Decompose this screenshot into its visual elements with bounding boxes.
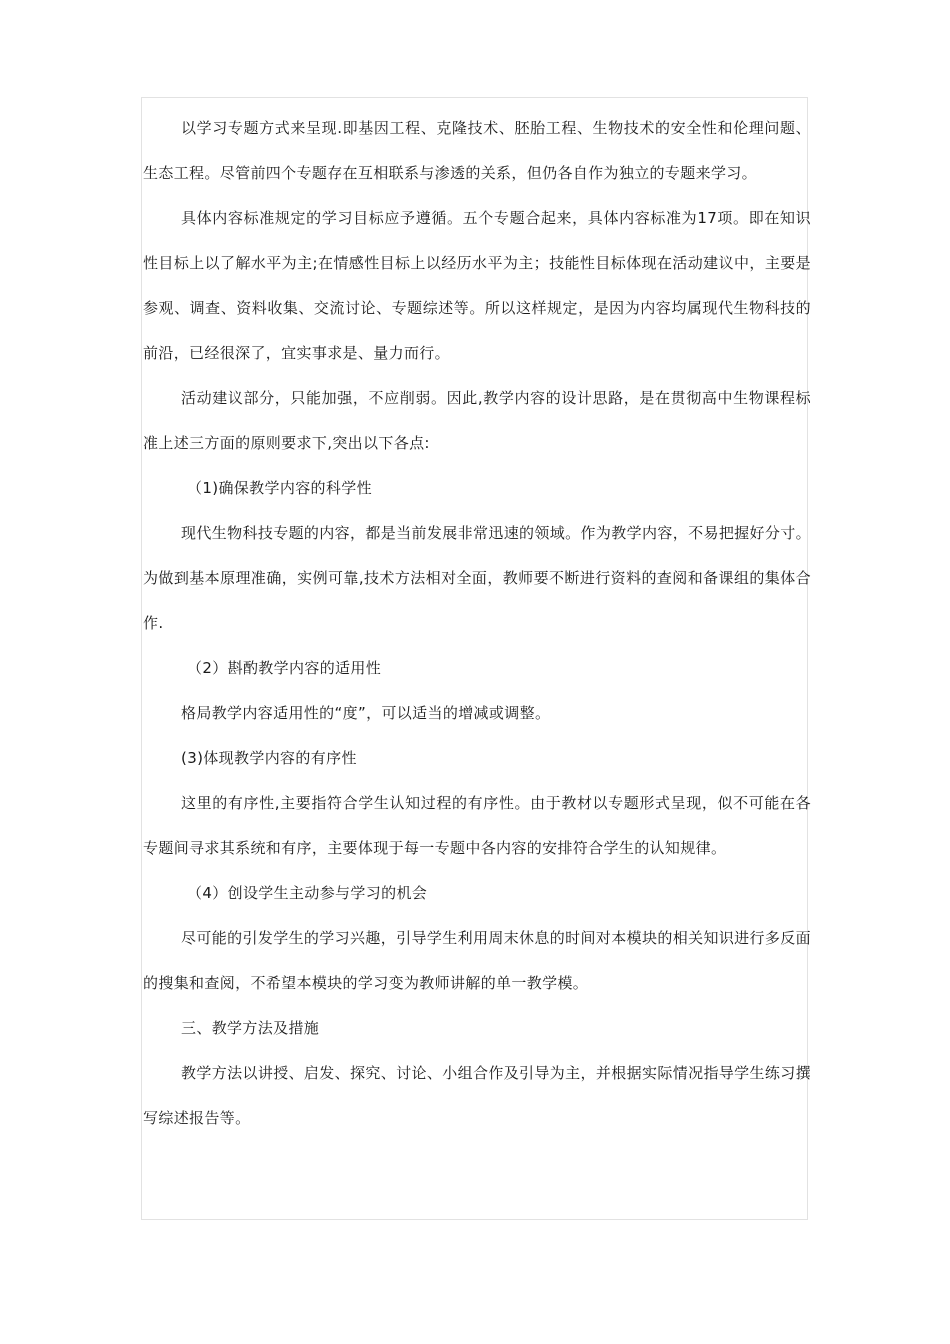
paragraph-scientific: 现代生物科技专题的内容，都是当前发展非常迅速的领域。作为教学内容，不易把握好分寸。为做到基本原理准确，实例可靠,技术方法相对全面，教师要不断进行资料的查阅和备课组的集体合作. bbox=[143, 524, 811, 632]
paragraph-applicability: 格局教学内容适用性的“度”，可以适当的增减或调整。 bbox=[181, 704, 551, 722]
paragraph-special-topics: 以学习专题方式来呈现.即基因工程、克隆技术、胚胎工程、生物技术的安全性和伦理问题、生态工程。尽管前四个专题存在互相联系与渗透的关系，但仍各自作为独立的专题来学习。 bbox=[143, 119, 811, 182]
paragraph-methods: 教学方法以讲授、启发、探究、讨论、小组合作及引导为主，并根据实际情况指导学生练习撰写综述报告等。 bbox=[143, 1064, 811, 1127]
paragraph-participation: 尽可能的引发学生的学习兴趣，引导学生利用周末休息的时间对本模块的相关知识进行多反面的搜集和查阅，不希望本模块的学习变为教师讲解的单一教学模。 bbox=[143, 929, 811, 992]
section-heading-methods: 三、教学方法及措施 bbox=[181, 1019, 320, 1037]
subheading-orderliness: (3)体现教学内容的有序性 bbox=[181, 749, 357, 767]
subheading-applicability: （2）斟酌教学内容的适用性 bbox=[187, 659, 382, 677]
paragraph-content-standards: 具体内容标准规定的学习目标应予遵循。五个专题合起来，具体内容标准为17项。即在知识性目标上以了解水平为主;在情感性目标上以经历水平为主；技能性目标体现在活动建议中，主要是参观、调查、资料收集、交流讨论、专题综述等。所以这样规定，是因为内容均属现代生物科技的前沿，已经很深了，宜实事求是、量力而行。 bbox=[143, 209, 811, 362]
paragraph-orderliness: 这里的有序性,主要指符合学生认知过程的有序性。由于教材以专题形式呈现，似不可能在各专题间寻求其系统和有序，主要体现于每一专题中各内容的安排符合学生的认知规律。 bbox=[143, 794, 811, 857]
subheading-participation: （4）创设学生主动参与学习的机会 bbox=[187, 884, 428, 902]
document-body bbox=[143, 106, 811, 1141]
paragraph-activity-suggestions: 活动建议部分，只能加强，不应削弱。因此,教学内容的设计思路，是在贯彻高中生物课程标准上述三方面的原则要求下,突出以下各点: bbox=[143, 389, 811, 452]
subheading-scientific: （1)确保教学内容的科学性 bbox=[187, 479, 372, 497]
